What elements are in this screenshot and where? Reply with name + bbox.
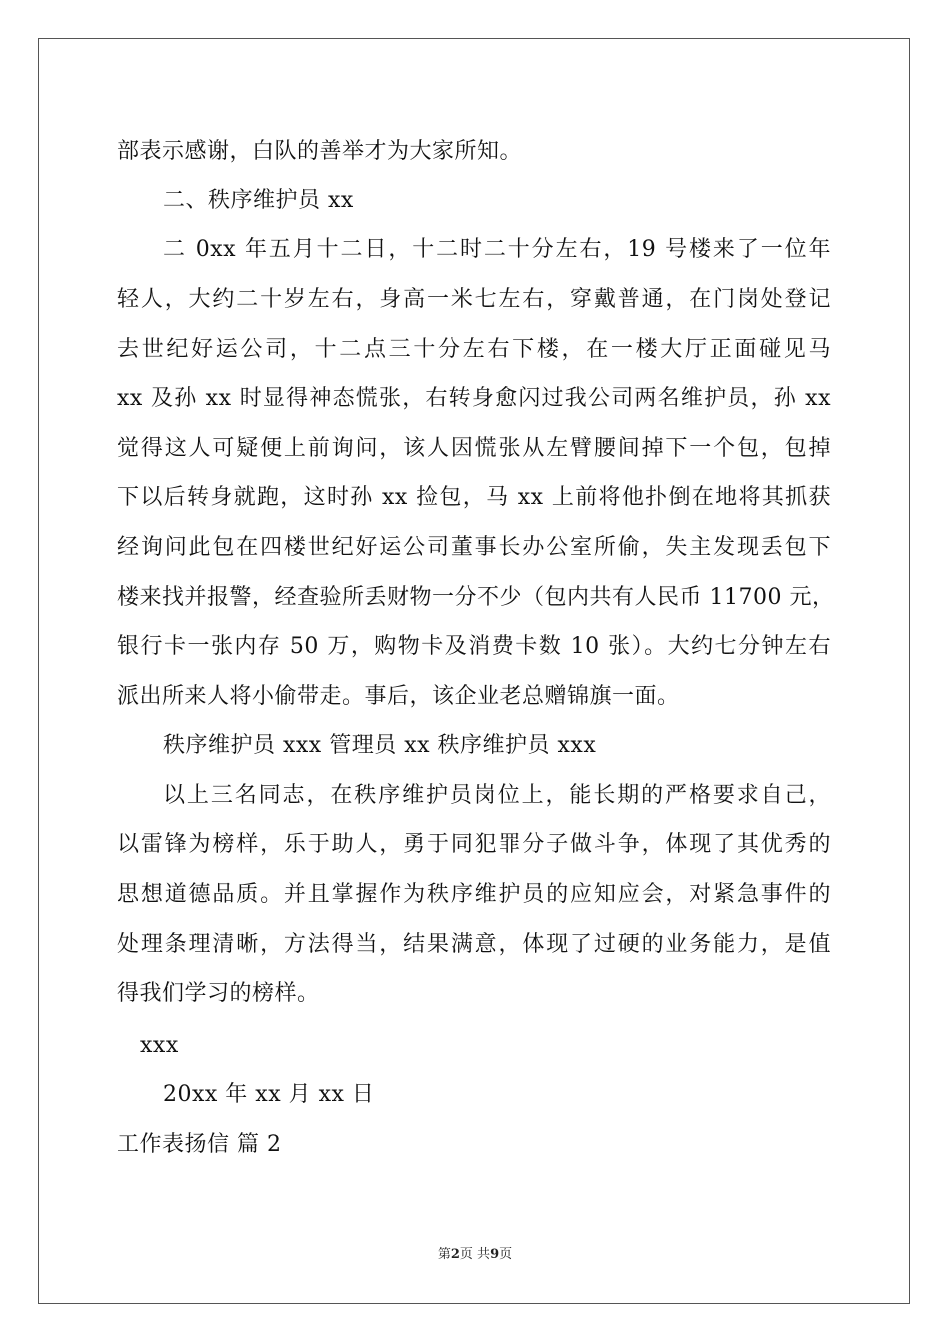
date-line: 20xx 年 xx 月 xx 日 <box>163 1082 375 1107</box>
footer-suffix: 页 <box>499 1247 513 1262</box>
page-border <box>38 38 910 1304</box>
text-line: 以雷锋为榜样，乐于助人，勇于同犯罪分子做斗争，体现了其优秀的 <box>117 832 831 857</box>
footer-mid: 页 共 <box>459 1247 491 1262</box>
signature: xxx <box>140 1033 179 1058</box>
text-line: 楼来找并报警，经查验所丢财物一分不少（包内共有人民币 11700 元， <box>117 585 835 610</box>
text-line: 思想道德品质。并且掌握作为秩序维护员的应知应会，对紧急事件的 <box>117 882 831 907</box>
article-title: 工作表扬信 篇 2 <box>117 1132 282 1157</box>
text-line: xx 及孙 xx 时显得神态慌张，右转身愈闪过我公司两名维护员，孙 xx <box>117 386 831 411</box>
text-line: 银行卡一张内存 50 万，购物卡及消费卡数 10 张）。大约七分钟左右 <box>117 634 831 659</box>
page-footer <box>0 1246 950 1264</box>
section-heading: 二、秩序维护员 xx <box>163 188 354 213</box>
text-line: 去世纪好运公司，十二点三十分左右下楼，在一楼大厅正面碰见马 <box>117 337 831 362</box>
text-line: 部表示感谢，白队的善举才为大家所知。 <box>117 139 523 164</box>
total-pages-number: 9 <box>490 1247 500 1262</box>
text-line: 派出所来人将小偷带走。事后，该企业老总赠锦旗一面。 <box>117 684 680 709</box>
signature-names: 秩序维护员 xxx 管理员 xx 秩序维护员 xxx <box>163 733 597 758</box>
text-line: 觉得这人可疑便上前询问，该人因慌张从左臂腰间掉下一个包，包掉 <box>117 436 831 461</box>
text-line: 二 0xx 年五月十二日，十二时二十分左右，19 号楼来了一位年 <box>163 237 831 262</box>
text-line: 得我们学习的榜样。 <box>117 981 320 1006</box>
text-line: 下以后转身就跑，这时孙 xx 捡包，马 xx 上前将他扑倒在地将其抓获 <box>117 485 831 510</box>
current-page-number: 2 <box>450 1247 460 1262</box>
text-line: 轻人，大约二十岁左右，身高一米七左右，穿戴普通，在门岗处登记 <box>117 287 831 312</box>
text-line: 以上三名同志，在秩序维护员岗位上，能长期的严格要求自己， <box>163 783 831 808</box>
text-line: 经询问此包在四楼世纪好运公司董事长办公室所偷，失主发现丢包下 <box>117 535 831 560</box>
text-line: 处理条理清晰，方法得当，结果满意，体现了过硬的业务能力，是值 <box>117 932 831 957</box>
footer-prefix: 第 <box>437 1247 451 1262</box>
